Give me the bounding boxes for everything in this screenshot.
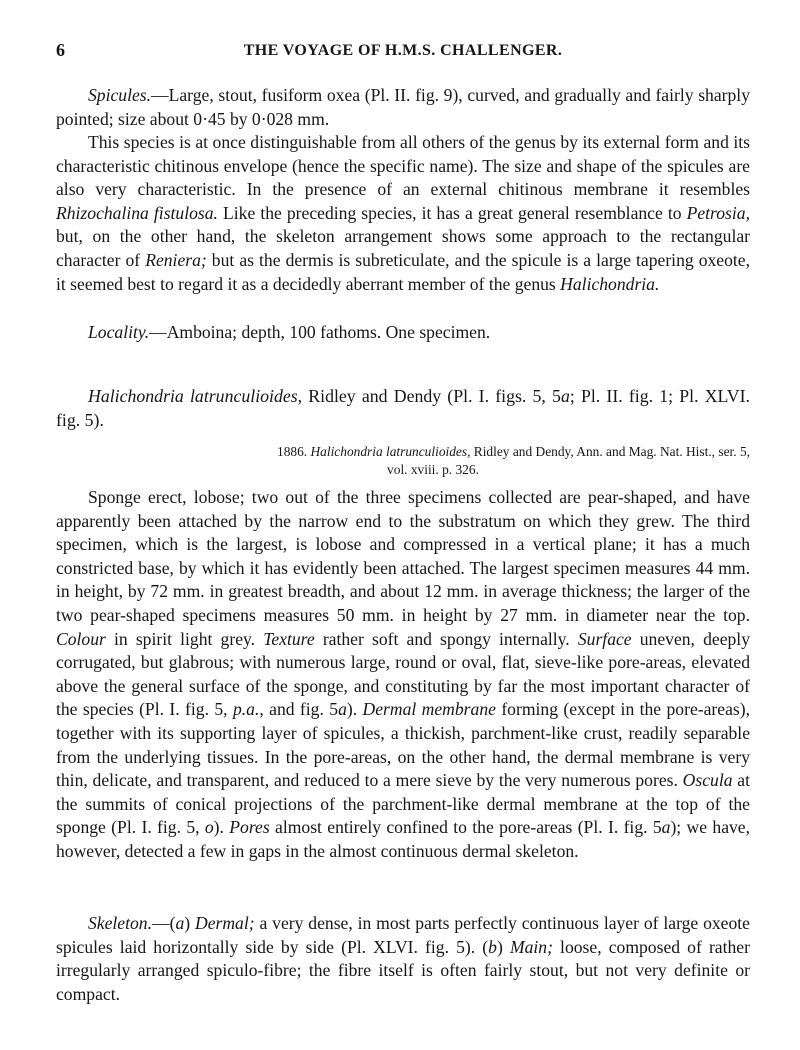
- taxon-name: Rhizochalina fistulosa.: [56, 202, 218, 223]
- spicules-paragraph: [56, 84, 750, 131]
- running-title: THE VOYAGE OF H.M.S. CHALLENGER.: [243, 42, 563, 59]
- locality-paragraph: [56, 321, 750, 345]
- description-paragraph: Sponge erect, lobose; two out of the three specimens collected are pear-shaped, and have apparently been attached by the narrow end to the substratum on which they grew. The third specimen, which is the largest, is lobose and compressed in a vertical plane; it has a much constricted base, by which it has evidently been attached. The largest specimen measures 44 mm. in height, by 72 mm. in greatest breadth, and about 12 mm. in average thickness; the larger of the two pear-shaped specimens measures 50 mm. in height by 27 mm. in diameter near the top. Colour in spirit light grey. Texture rather soft and spongy internally. Surface uneven, deeply corrugated, but glabrous; with numerous large, round or oval, flat, sieve-like pore-areas, elevated above the general surface of the sponge, and constituting by far the most important character of the species (Pl. I. fig. 5, p.a., and fig. 5a). Dermal membrane forming (except in the pore-areas), together with its supporting layer of spicules, a thickish, parchment-like crust, readily separable from the underlying tissues. In the pore-areas, on the other hand, the dermal membrane is very thin, delicate, and transparent, and reduced to a mere sieve by the very numerous pores. Oscula at the summits of conical projections of the parchment-like dermal membrane at the top of the sponge (Pl. I. fig. 5, o). Pores almost entirely confined to the pore-areas (Pl. I. fig. 5a); we have, however, detected a few in gaps in the almost continuous dermal skeleton.: [56, 487, 751, 861]
- colour-label: Colour: [56, 628, 106, 649]
- dermal-membrane-label: Dermal membrane: [362, 699, 496, 720]
- running-header: [56, 40, 750, 66]
- citation-name: Halichondria latrunculioides,: [310, 444, 471, 459]
- taxon-name: Reniera;: [145, 249, 207, 270]
- locality-text: —Amboina; depth, 100 fathoms. One specimen.: [149, 322, 491, 342]
- dermal-label: Dermal;: [194, 913, 255, 933]
- citation-ref: Ridley and Dendy, Ann. and Mag. Nat. Hist., ser. 5,: [470, 444, 750, 459]
- distinction-paragraph: This species is at once distinguishable from all others of the genus by its external form and its characteristic chitinous envelope (hence the specific name). The size and shape of the spicules are also very characteristic. In the presence of an external chitinous membrane it resembles Rhizochalina fistulosa. Like the preceding species, it has a great general resemblance to Petrosia, but, on the other hand, the skeleton arrangement shows some approach to the rectangular character of Reniera; but as the dermis is subreticulate, and the spicule is a large tapering oxeote, it seemed best to regard it as a decidedly aberrant member of the genus Halichondria.: [56, 132, 750, 294]
- locality-label: Locality.: [88, 322, 150, 342]
- citation-volume: vol. xviii. p. 326.: [387, 461, 479, 477]
- page-number: 6: [56, 40, 66, 60]
- citation-year: 1886.: [277, 444, 308, 459]
- species-name: Halichondria latrunculioides,: [88, 386, 303, 406]
- spicules-label: Spicules.: [88, 85, 152, 105]
- main-label: Main;: [509, 936, 553, 957]
- surface-label: Surface: [577, 628, 632, 649]
- taxon-name: Halichondria.: [560, 273, 660, 294]
- skeleton-label: Skeleton.: [88, 913, 152, 933]
- species-authority: Ridley and Dendy (Pl. I. figs. 5, 5: [302, 386, 561, 406]
- texture-label: Texture: [263, 628, 315, 649]
- taxon-name: Petrosia,: [686, 202, 750, 223]
- pores-label: Pores: [229, 817, 270, 838]
- spicules-text: —Large, stout, fusiform oxea (Pl. II. fig. 9), curved, and gradually and fairly sharply pointed; size about 0·45 by 0·028 mm.: [56, 85, 750, 129]
- synonymy-citation: [56, 443, 750, 478]
- oscula-label: Oscula: [682, 770, 733, 791]
- skeleton-paragraph: Skeleton.—(a) Dermal; a very dense, in most parts perfectly continuous layer of large oxeote spicules laid horizontally side by side (Pl. XLVI. fig. 5). (b) Main; loose, composed of rather irregularly arranged spiculo-fibre; the fibre itself is often fairly stout, but not very definite or compact.: [56, 913, 750, 1004]
- species-heading: Halichondria latrunculioides, Ridley and Dendy (Pl. I. figs. 5, 5a; Pl. II. fig. 1; Pl. XLVI. fig. 5).: [56, 386, 750, 430]
